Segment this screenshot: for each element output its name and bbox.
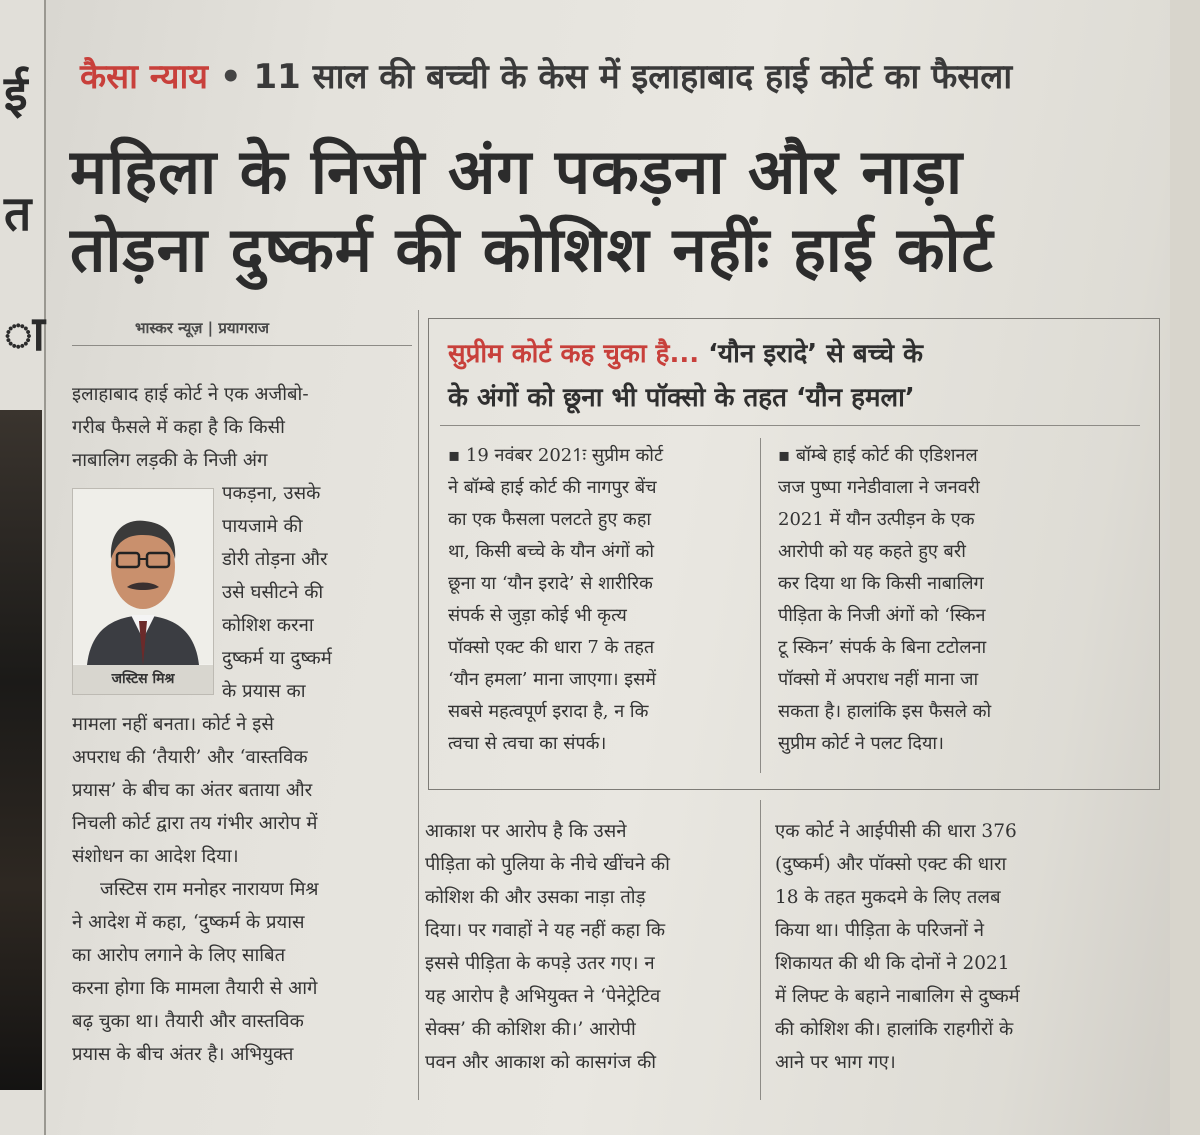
text-line: संशोधन का आदेश दिया।	[72, 846, 239, 867]
text-line: सुप्रीम कोर्ट ने पलट दिया।	[778, 733, 944, 754]
text-line: आरोपी को यह कहते हुए बरी	[778, 541, 966, 562]
text-line: प्रयास’ के बीच का अंतर बताया और	[72, 780, 313, 801]
kicker-label: कैसा न्याय	[80, 57, 209, 97]
box-headline-line-2	[448, 378, 915, 414]
text-line: कर दिया था कि किसी नाबालिग	[778, 573, 984, 594]
text-line: कोशिश की और उसका नाड़ा तोड़	[425, 887, 646, 908]
text-line: का एक फैसला पलटते हुए कहा	[448, 509, 652, 530]
column-1-bottom	[72, 708, 407, 1071]
text-line: प्रयास के बीच अंतर है। अभियुक्त	[72, 1044, 294, 1065]
text-line: जस्टिस राम मनोहर नारायण मिश्र	[100, 879, 319, 900]
column-1-wrap	[222, 477, 402, 708]
text-line: ▪ बॉम्बे हाई कोर्ट की एडिशनल	[778, 445, 978, 466]
text-line: संपर्क से जुड़ा कोई भी कृत्य	[448, 605, 627, 626]
text-line: निचली कोर्ट द्वारा तय गंभीर आरोप में	[72, 813, 318, 834]
kicker-text: 11 साल की बच्ची के केस में इलाहाबाद हाई कोर्ट का फैसला	[253, 57, 1013, 97]
kicker	[80, 52, 1012, 98]
fragment-char: ई	[4, 66, 28, 122]
text-line: (दुष्कर्म) और पॉक्सो एक्ट की धारा	[775, 854, 1007, 875]
fragment-char: त	[4, 186, 32, 242]
text-line: त्वचा से त्वचा का संपर्क।	[448, 733, 607, 754]
portrait-icon	[73, 489, 213, 665]
text-line: का आरोप लगाने के लिए साबित	[72, 945, 286, 966]
text-line: उसे घसीटने की	[222, 582, 324, 603]
text-line: के प्रयास का	[222, 681, 306, 702]
justice-photo	[72, 488, 214, 695]
text-line: इससे पीड़िता के कपड़े उतर गए। न	[425, 953, 655, 974]
right-edge-tag	[1170, 0, 1200, 1135]
column-2	[425, 815, 750, 1079]
text-line: सकता है। हालांकि इस फैसले को	[778, 701, 992, 722]
column-3	[775, 815, 1145, 1079]
text-line: अपराध की ‘तैयारी’ और ‘वास्तविक	[72, 747, 308, 768]
text-line: डोरी तोड़ना और	[222, 549, 328, 570]
text-line: टू स्किन’ संपर्क के बिना टटोलना	[778, 637, 987, 658]
text-line: बढ़ चुका था। तैयारी और वास्तविक	[72, 1011, 304, 1032]
text-line: पवन और आकाश को कासगंज की	[425, 1052, 657, 1073]
text-line: गरीब फैसले में कहा है कि किसी	[72, 417, 285, 438]
text-line: छूना या ‘यौन इरादे’ से शारीरिक	[448, 573, 653, 594]
text-line: ने आदेश में कहा, ‘दुष्कर्म के प्रयास	[72, 912, 305, 933]
text-line: जज पुष्पा गनेडीवाला ने जनवरी	[778, 477, 980, 498]
column-rule	[418, 310, 419, 1100]
text-line: पॉक्सो एक्ट की धारा 7 के तहत	[448, 637, 655, 658]
box-headline-dark: ‘यौन इरादे’ से बच्चे के	[708, 339, 924, 369]
box-headline-dark: के अंगों को छूना भी पॉक्सो के तहत ‘यौन हमला’	[448, 383, 915, 413]
text-line: 18 के तहत मुकदमे के लिए तलब	[775, 887, 1001, 908]
text-line: दुष्कर्म या दुष्कर्म	[222, 648, 332, 669]
kicker-bullet: •	[219, 57, 242, 97]
headline-line-2: तोड़ना दुष्कर्म की कोशिश नहींः हाई कोर्ट	[70, 213, 994, 286]
text-line: सबसे महत्वपूर्ण इरादा है, न कि	[448, 701, 649, 722]
text-line: दिया। पर गवाहों ने यह नहीं कहा कि	[425, 920, 666, 941]
text-line: ‘यौन हमला’ माना जाएगा। इसमें	[448, 669, 657, 690]
text-line: करना होगा कि मामला तैयारी से आगे	[72, 978, 318, 999]
byline: भास्कर न्यूज़ | प्रयागराज	[135, 319, 270, 337]
text-line: सेक्स’ की कोशिश की।’ आरोपी	[425, 1019, 636, 1040]
text-line: ▪ 19 नवंबर 2021ः सुप्रीम कोर्ट	[448, 445, 664, 466]
text-line: था, किसी बच्चे के यौन अंगों को	[448, 541, 654, 562]
byline-rule	[72, 345, 412, 346]
text-line: शिकायत की थी कि दोनों ने 2021	[775, 953, 1010, 974]
text-line: मामला नहीं बनता। कोर्ट ने इसे	[72, 714, 274, 735]
text-line: आकाश पर आरोप है कि उसने	[425, 821, 627, 842]
column-1-top	[72, 378, 402, 477]
text-line: ने बॉम्बे हाई कोर्ट की नागपुर बेंच	[448, 477, 657, 498]
text-line: नाबालिग लड़की के निजी अंग	[72, 450, 268, 471]
photo-caption: जस्टिस मिश्र	[73, 665, 213, 694]
text-line: किया था। पीड़िता के परिजनों ने	[775, 920, 985, 941]
box-column-a	[448, 440, 746, 760]
box-rule	[440, 425, 1140, 426]
text-line: की कोशिश की। हालांकि राहगीरों के	[775, 1019, 1014, 1040]
fragment-char: ा	[4, 306, 45, 362]
box-column-b	[778, 440, 1143, 760]
text-line: यह आरोप है अभियुक्त ने ‘पेनेट्रेटिव	[425, 986, 661, 1007]
text-line: कोशिश करना	[222, 615, 314, 636]
text-line: पकड़ना, उसके	[222, 483, 321, 504]
text-line: पीड़िता को पुलिया के नीचे खींचने की	[425, 854, 670, 875]
text-line: में लिफ्ट के बहाने नाबालिग से दुष्कर्म	[775, 986, 1020, 1007]
text-line: पीड़िता के निजी अंगों को ‘स्किन	[778, 605, 986, 626]
box-headline-red: सुप्रीम कोर्ट कह चुका है...	[448, 339, 700, 369]
column-rule	[760, 800, 761, 1100]
text-line: आने पर भाग गए।	[775, 1052, 896, 1073]
headline-line-1: महिला के निजी अंग पकड़ना और नाड़ा	[70, 135, 964, 208]
box-column-rule	[760, 438, 761, 773]
box-headline-line-1	[448, 334, 923, 370]
text-line: पायजामे की	[222, 516, 303, 537]
text-line: पॉक्सो में अपराध नहीं माना जा	[778, 669, 979, 690]
text-line: एक कोर्ट ने आईपीसी की धारा 376	[775, 821, 1017, 842]
text-line: 2021 में यौन उत्पीड़न के एक	[778, 509, 975, 530]
text-line: इलाहाबाद हाई कोर्ट ने एक अजीबो-	[72, 384, 309, 405]
adjacent-photo-fragment	[0, 410, 42, 1090]
